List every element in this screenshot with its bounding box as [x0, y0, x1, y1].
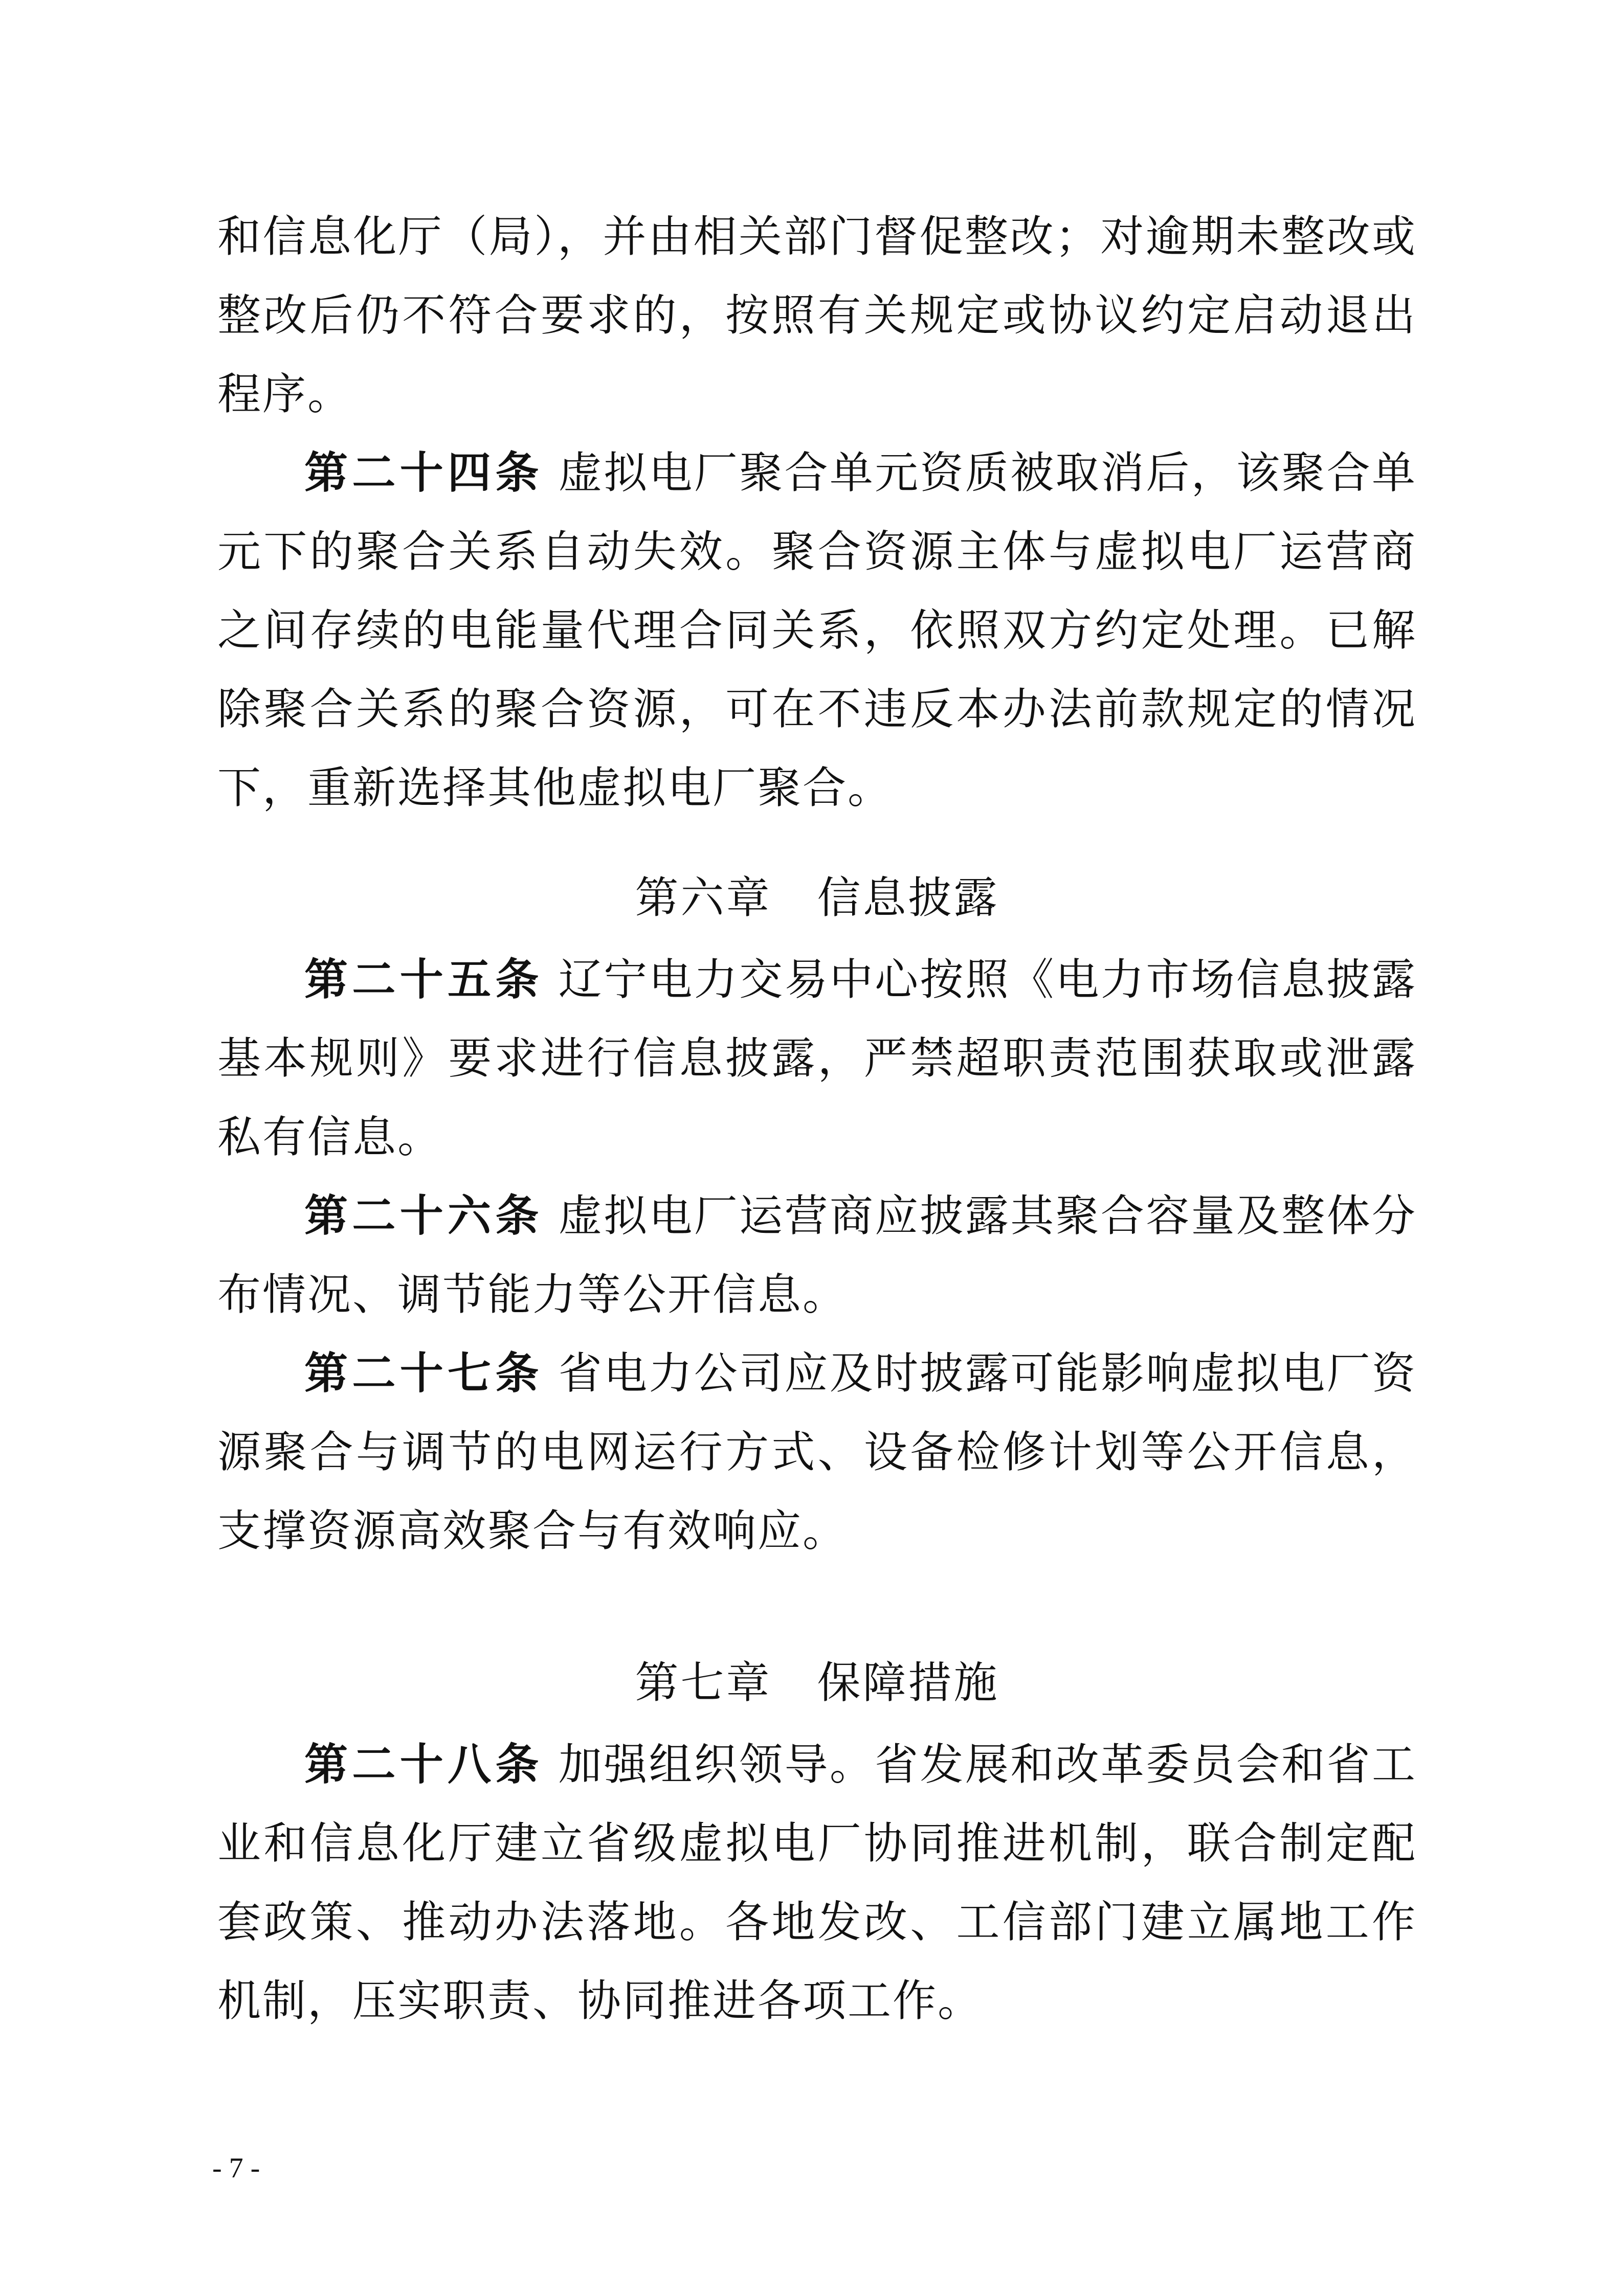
- continuation-paragraph: 和信息化厅（局），并由相关部门督促整改；对逾期未整改或整改后仍不符合要求的，按照有关规定或协议约定启动退出程序。: [217, 212, 1417, 420]
- article-number: 第二十五条: [304, 955, 543, 1005]
- article-25: [217, 941, 1417, 1177]
- article-number: 第二十八条: [304, 1740, 543, 1790]
- page-number: - 7 -: [212, 2152, 260, 2184]
- chapter-6-section: [217, 941, 1417, 1571]
- article-text: 虚拟电厂运营商应披露其聚合容量及整体分布情况、调节能力等公开信息。: [217, 1191, 1417, 1320]
- article-text: 加强组织领导。省发展和改革委员会和省工业和信息化厅建立省级虚拟电厂协同推进机制，联合制定配套政策、推动办法落地。各地发改、工信部门建立属地工作机制，压实职责、协同推进各项工作。: [217, 1740, 1417, 2027]
- article-text: 虚拟电厂聚合单元资质被取消后，该聚合单元下的聚合关系自动失效。聚合资源主体与虚拟电厂运营商之间存续的电能量代理合同关系，依照双方约定处理。已解除聚合关系的聚合资源，可在不违反本办法前款规定的情况下，重新选择其他虚拟电厂聚合。: [217, 448, 1417, 814]
- chapter-7-section: [217, 1726, 1417, 2041]
- article-24: [217, 434, 1417, 828]
- opening-section: [217, 198, 1417, 828]
- article-number: 第二十七条: [304, 1348, 543, 1399]
- article-27: [217, 1335, 1417, 1571]
- article-text: 省电力公司应及时披露可能影响虚拟电厂资源聚合与调节的电网运行方式、设备检修计划等公开信息，支撑资源高效聚合与有效响应。: [217, 1348, 1417, 1557]
- chapter-6-heading: 第六章 信息披露: [635, 873, 999, 924]
- article-28: [217, 1726, 1417, 2041]
- article-text: 辽宁电力交易中心按照《电力市场信息披露基本规则》要求进行信息披露，严禁超职责范围获取或泄露私有信息。: [217, 955, 1417, 1163]
- chapter-7-heading: 第七章 保障措施: [635, 1658, 999, 1708]
- article-number: 第二十四条: [304, 448, 543, 499]
- article-number: 第二十六条: [304, 1191, 543, 1242]
- article-26: [217, 1177, 1417, 1335]
